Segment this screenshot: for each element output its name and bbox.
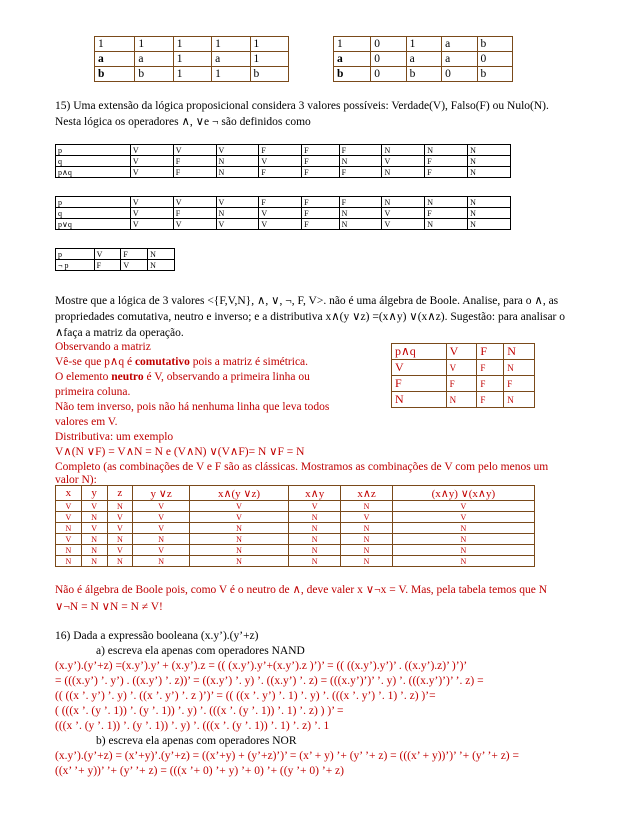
table-row [56,145,511,156]
table-cell: F [94,260,121,271]
table-cell: N [81,556,107,567]
table-cell: V [107,512,133,523]
table-cell: V [392,360,447,376]
q16-a1: (x.y’).(y’+z) =(x.y’).y’ + (x.y’).z = (( (x.y’).y’+(x.y’).z )’)’ = (( ((x.y’).y’)’ . ((x.y’).z)’ )’)’ [55,660,468,672]
table-cell: V [130,219,173,230]
or-truth-table [55,196,511,230]
q16-a-title: a) escreva ela apenas com operadores NAND [96,645,305,657]
answer-line9: Completo (as combinações de V e F são as clássicas. Mostramos as combinações de V com pelo menos um [55,461,549,473]
table-cell: 1 [334,37,371,52]
table-header-cell: (x∧y) ∨(x∧y) [392,486,534,501]
answer-line5: Não tem inverso, pois não há nenhuma linha que leva todos [55,401,330,413]
table-cell: a [95,52,135,67]
table-cell: N [190,556,289,567]
table-cell: N [392,545,534,556]
table-row [392,392,535,408]
table-cell: 0 [442,67,477,82]
table-cell: F [302,167,340,178]
table-cell: N [190,523,289,534]
table-cell: b [250,67,288,82]
table-row [56,260,175,271]
table-header-cell: x [56,486,82,501]
table-cell: N [190,545,289,556]
table-cell: V [446,344,477,360]
table-cell: N [392,556,534,567]
table-cell: a [406,52,441,67]
table-cell: 1 [95,37,135,52]
table-cell: F [173,167,216,178]
conclusion-line2: ∨¬N = N ∨N = N ≠ V! [55,601,163,613]
table-cell: V [130,145,173,156]
table-cell: 1 [135,37,173,52]
table-cell: V [130,208,173,219]
table-cell: N [468,156,511,167]
table-cell: N [216,167,259,178]
table-cell: N [133,534,190,545]
table-cell: V [130,167,173,178]
table-cell: F [477,392,504,408]
table-cell: V [446,360,477,376]
table-header-row [56,486,535,501]
table-cell: N [288,512,341,523]
table-cell: p∨q [56,219,131,230]
table-cell: F [392,376,447,392]
table-cell: N [216,208,259,219]
statement-line1: Mostre que a lógica de 3 valores <{F,V,N}, ∧, ∨, ¬, F, V>. não é uma álgebra de Boole. Analise, para o ∧, as [55,295,559,307]
table-row [56,523,535,534]
q16-b1: (x.y’).(y’+z) = (x’+y)’.(y’+z) = ((x’+y) + (y’+z)’)’ = (x’ + y) ’+ (y’ ’+ z) = (((x’ + y))’)’ ’+ (y’ ’+ z) = [55,750,519,762]
table-header-cell: x∧z [341,486,392,501]
table-cell: 1 [212,67,250,82]
table-cell: V [56,512,82,523]
table-cell: V [216,145,259,156]
table-cell: F [425,156,468,167]
table-cell: V [382,156,425,167]
table-cell: a [135,52,173,67]
table-cell: N [468,208,511,219]
table-cell: N [392,534,534,545]
q16-b-title: b) escreva ela apenas com operadores NOR [96,735,297,747]
table-row [334,37,513,52]
answer-line10: valor N): [55,474,97,486]
table-cell: N [339,208,382,219]
table-cell: V [56,501,82,512]
answer-line7: Distributiva: um exemplo [55,431,174,443]
table-cell: V [341,512,392,523]
table-row [56,249,175,260]
table-cell: V [94,249,121,260]
table-cell: F [477,344,504,360]
table-cell: F [259,145,302,156]
table-cell: F [173,156,216,167]
table-cell: V [173,145,216,156]
table-row [392,376,535,392]
table-cell: b [334,67,371,82]
table-cell: F [302,156,340,167]
table-cell: N [341,545,392,556]
table-cell: N [468,197,511,208]
answer-line3-c: é V, observando a primeira linha ou [143,371,310,383]
answer-neutral: neutro [111,371,144,383]
table-cell: F [339,167,382,178]
table-cell: V [259,208,302,219]
table-cell: N [382,145,425,156]
table-cell: N [107,556,133,567]
table-cell: N [56,545,82,556]
statement-line3: ∧faça a matriz da operação. [55,327,184,339]
table-header-cell: z [107,486,133,501]
table-cell: N [392,523,534,534]
table-cell: V [382,219,425,230]
table-cell: V [56,534,82,545]
table-row [56,208,511,219]
table-cell: 1 [212,37,250,52]
q16-a3: (( ((x ’. y’) ’. y) ’. ((x ’. y’) ’. z )’)’ = (( ((x ’. y’) ’. 1) ’. y) ’. (((x ’. y’) ’. 1) ’. z) )’= [55,690,436,702]
table-cell: N [288,545,341,556]
q16-a2: = (((x.y’) ’. y’) . ((x.y’) ’. z))’ = ((x.y’) ’. y) ’. ((x.y’) ’. z) = (((x.y’)’)’ ’. y) ’. (((x.y’)’)’ ’. z) = [55,675,484,687]
table-cell: V [190,512,289,523]
table-cell: 1 [250,37,288,52]
table-row [392,344,535,360]
table-cell: N [425,197,468,208]
table-cell: V [216,197,259,208]
table-cell: N [504,392,535,408]
table-cell: F [302,208,340,219]
table-cell: F [339,145,382,156]
table-cell: p [56,145,131,156]
table-row [56,534,535,545]
answer-line4: primeira coluna. [55,386,131,398]
table-cell: N [341,501,392,512]
table-row [392,360,535,376]
table-row [95,37,289,52]
table-cell: N [190,534,289,545]
table-cell: F [259,167,302,178]
table-cell: N [341,556,392,567]
table-cell: 1 [173,37,211,52]
table-cell: N [216,156,259,167]
table-cell: V [133,545,190,556]
table-cell: N [425,219,468,230]
conclusion-line1: Não é álgebra de Boole pois, como V é o neutro de ∧, deve valer x ∨¬x = V. Mas, pela tabela temos que N [55,584,548,596]
table-cell: N [339,219,382,230]
table-cell: F [446,376,477,392]
table-cell: F [477,360,504,376]
table-cell: b [406,67,441,82]
answer-commutative: comutativo [134,356,190,368]
not-truth-table [55,248,175,271]
table-cell: N [382,197,425,208]
table-row [56,197,511,208]
table-cell: N [504,360,535,376]
table-cell: b [477,67,512,82]
table-cell: V [81,523,107,534]
table-row [56,512,535,523]
top-left-table [94,36,289,82]
top-right-table [333,36,513,82]
and-truth-table [55,144,511,178]
table-cell: a [334,52,371,67]
table-cell: 0 [371,37,406,52]
table-cell: V [216,219,259,230]
table-cell: b [95,67,135,82]
table-cell: V [130,197,173,208]
table-cell: N [288,556,341,567]
answer-line1: Observando a matriz [55,341,151,353]
answer-line6: valores em V. [55,416,118,428]
table-cell: N [392,392,447,408]
table-cell: p∧q [56,167,131,178]
table-cell: N [56,523,82,534]
table-cell: a [212,52,250,67]
table-cell: V [392,512,534,523]
table-cell: F [302,197,340,208]
table-cell: V [173,197,216,208]
table-cell: F [339,197,382,208]
table-cell: N [468,167,511,178]
table-cell: 0 [477,52,512,67]
table-cell: q [56,156,131,167]
answer-line3 [55,370,310,384]
table-row [56,556,535,567]
table-header-cell: y ∨z [133,486,190,501]
q16-a5: (((x ’. (y ’. 1)) ’. (y ’. 1)) ’. y) ’. (((x ’. (y ’. 1)) ’. 1) ’. z) ’. 1 [55,720,330,732]
table-cell: V [259,219,302,230]
table-cell: N [341,523,392,534]
table-cell: N [56,556,82,567]
table-row [56,167,511,178]
q16-line1: 16) Dada a expressão booleana (x.y’).(y’+z) [55,630,259,642]
table-row [334,67,513,82]
table-cell: p [56,197,131,208]
answer-line2-a: Vê-se que p∧q é [55,356,135,368]
table-cell: 1 [173,52,211,67]
table-cell: V [107,523,133,534]
table-cell: V [190,501,289,512]
table-cell: F [302,145,340,156]
table-cell: N [288,523,341,534]
table-header-cell: y [81,486,107,501]
table-row [56,219,511,230]
table-cell: F [504,376,535,392]
table-cell: V [107,545,133,556]
table-cell: ¬ p [56,260,95,271]
table-cell: q [56,208,131,219]
table-cell: N [81,534,107,545]
table-cell: V [392,501,534,512]
table-cell: V [288,501,341,512]
table-cell: F [477,376,504,392]
table-cell: F [121,249,148,260]
table-cell: 0 [371,67,406,82]
table-cell: 0 [371,52,406,67]
q15-line1: 15) Uma extensão da lógica proposicional considera 3 valores possíveis: Verdade(V), Falso(F) ou Nulo(N). [55,100,549,112]
table-cell: F [173,208,216,219]
table-cell: V [133,512,190,523]
table-cell: N [133,556,190,567]
table-row [95,52,289,67]
answer-line3-a: O elemento [55,371,112,383]
statement-line2: propriedades comutativa, neutro e inverso; e a distributiva x∧(y ∨z) =(x∧y) ∨(x∧z). Sugestão: para analisar o [55,311,566,323]
table-cell: V [130,156,173,167]
table-cell: V [173,219,216,230]
answer-line2 [55,355,308,369]
table-cell: N [107,534,133,545]
table-row [334,52,513,67]
table-cell: p [56,249,95,260]
table-cell: p∧q [392,344,447,360]
table-cell: a [442,37,477,52]
q16-a4: ( (((x ’. (y ’. 1)) ’. (y ’. 1)) ’. y) ’. (((x ’. (y ’. 1)) ’. 1) ’. z) ) )’ = [55,705,344,717]
table-cell: V [133,501,190,512]
table-cell: N [81,512,107,523]
table-cell: V [121,260,148,271]
and-matrix [391,343,535,408]
table-row [95,67,289,82]
q16-b2: ((x’ ’+ y))’ ’+ (y’ ’+ z) = (((x ’+ 0) ’+ y) ’+ 0) ’+ ((y ’+ 0) ’+ z) [55,765,344,777]
table-cell: a [442,52,477,67]
table-cell: 1 [406,37,441,52]
table-cell: N [339,156,382,167]
answer-line2-c: pois a matriz é simétrica. [189,356,309,368]
table-cell: b [135,67,173,82]
table-cell: F [302,219,340,230]
table-cell: N [288,534,341,545]
table-cell: V [133,523,190,534]
table-cell: 1 [173,67,211,82]
table-cell: N [107,501,133,512]
table-row [56,156,511,167]
table-row [56,545,535,556]
table-header-cell: x∧y [288,486,341,501]
table-cell: F [425,208,468,219]
table-cell: N [148,260,175,271]
q15-line2: Nesta lógica os operadores ∧, ∨e ¬ são definidos como [55,116,311,128]
table-cell: V [259,156,302,167]
table-cell: b [477,37,512,52]
table-cell: N [504,344,535,360]
distributive-table [55,485,535,567]
table-cell: N [425,145,468,156]
table-cell: N [446,392,477,408]
table-row [56,501,535,512]
table-cell: N [81,545,107,556]
table-cell: N [468,145,511,156]
table-cell: N [468,219,511,230]
table-cell: V [382,208,425,219]
table-cell: N [382,167,425,178]
table-header-cell: x∧(y ∨z) [190,486,289,501]
table-cell: F [425,167,468,178]
answer-line8: V∧(N ∨F) = V∧N = N e (V∧N) ∨(V∧F)= N ∨F = N [55,446,305,458]
table-cell: F [259,197,302,208]
table-cell: V [81,501,107,512]
table-cell: N [341,534,392,545]
table-cell: N [148,249,175,260]
table-cell: 1 [250,52,288,67]
